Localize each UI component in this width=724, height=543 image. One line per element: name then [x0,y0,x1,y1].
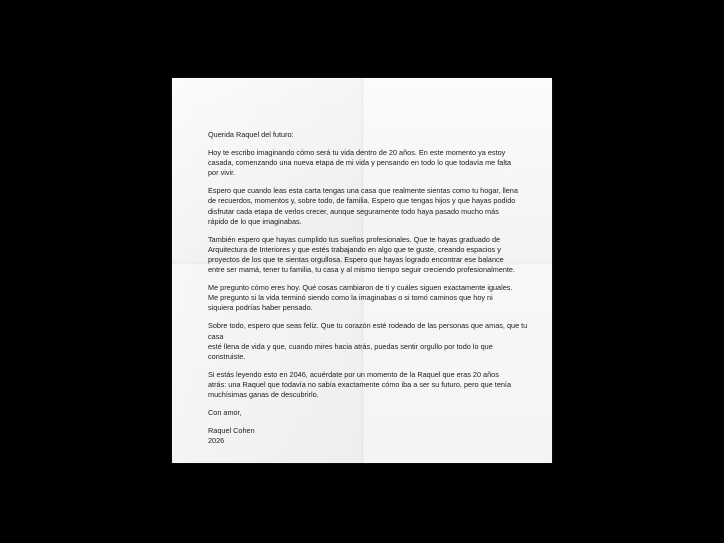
letter-paper [172,78,552,463]
letter-body [208,130,528,446]
letter-paragraph-1: Hoy te escribo imaginando cómo será tu vida dentro de 20 años. En este momento ya estoy casada, comenzando una nueva etapa de mi vida y pensando en todo lo que todavía me falta por vivir. [208,148,512,178]
letter-paragraph-2: Espero que cuando leas esta carta tengas una casa que realmente sientas como tu hogar, llena de recuerdos, momentos y, sobre todo, de familia. Espero que tengas hijos y que hayas podido disfrutar cada etapa de verlos crecer, aunque seguramente todo haya pasado mucho más rápido de lo que imaginabas. [208,186,518,226]
letter-closing: Con amor, [208,408,242,418]
letter-paragraph-4: Me pregunto cómo eres hoy. Qué cosas cambiaron de ti y cuáles siguen exactamente iguales. Me pregunto si la vida terminó siendo como la imaginabas o si tomó caminos que hoy ni siquiera podrías haber pensado. [208,283,513,313]
letter-signature-year: 2026 [208,436,225,446]
letter-paragraph-6: Si estás leyendo esto en 2046, acuérdate por un momento de la Raquel que eras 20 años atrás: una Raquel que todavía no sabía exactamente cómo iba a ser su futuro, pero que tenía muchísimas ganas de descubrirlo. [208,369,512,399]
letter-paragraph-3: También espero que hayas cumplido tus sueños profesionales. Que te hayas graduado de Arquitectura de Interiores y que estés trabajando en algo que te guste, creando espacios y proyectos de los que te sientas orgullosa. Espero que hayas logrado encontrar ese balance entre ser mamá, tener tu familia, tu casa y al mismo tiempo seguir creciendo profesionalmente. [208,234,516,275]
letter-paragraph-5: Sobre todo, espero que seas feliz. Que tu corazón esté rodeado de las personas que amas, que tu casa esté llena de vida y que, cuando mires hacia atrás, puedas sentir orgullo por todo lo que construiste. [208,321,528,361]
letter-greeting: Querida Raquel del futuro: [208,130,294,139]
letter-signature-name: Raquel Cohen [208,426,255,436]
